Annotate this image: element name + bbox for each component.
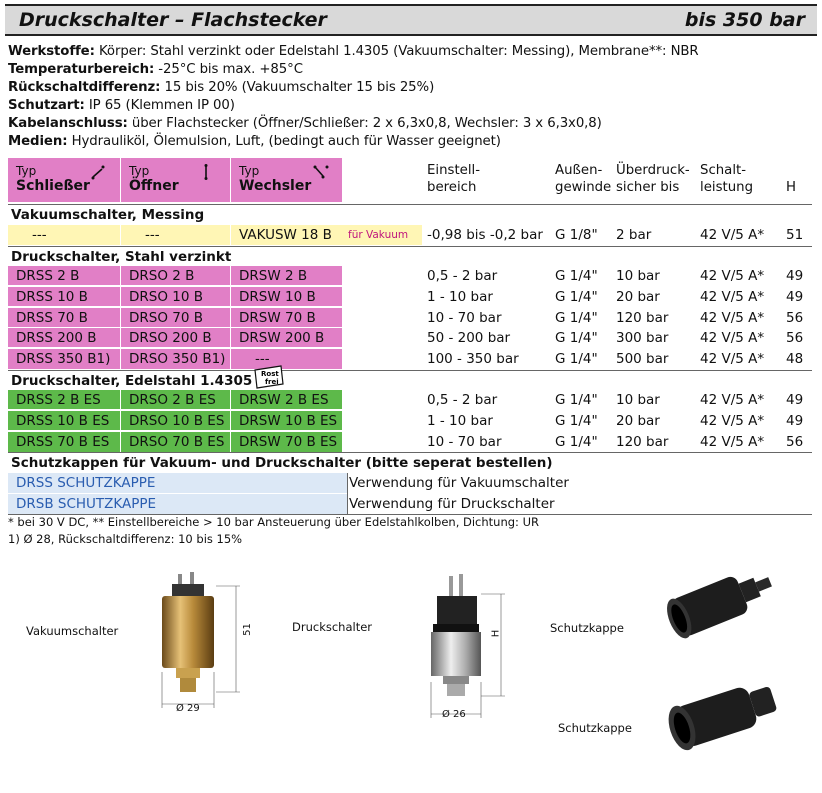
header-einstellbereich: Einstell- bereich [427,163,481,195]
table-row-h: 56 [786,433,804,450]
schutzkappe-image-1 [660,562,790,642]
table-row-oeffner: DRSO 200 B [120,328,230,348]
table-row-over: 120 bar [616,309,669,326]
table-row-power: 42 V/5 A* [700,309,765,326]
table-row-wechsler: DRSW 2 B [230,266,342,286]
vakuum-over: 2 bar [616,227,652,243]
section-vakuum: Vakuumschalter, Messing [8,204,812,224]
spec-schutzart: Schutzart: IP 65 (Klemmen IP 00) [8,98,235,113]
kappe-type-vakuum: DRSS SCHUTZKAPPE [8,473,348,493]
table-row-h: 49 [786,412,804,429]
table-row-over: 20 bar [616,288,660,305]
table-row-range: 50 - 200 bar [427,330,511,347]
header-oeffner: Typ Öffner [120,158,230,202]
vakuum-thread: G 1/8" [555,227,598,243]
vakuum-range: -0,98 bis -0,2 bar [427,227,543,243]
table-row-wechsler: --- [230,349,342,369]
table-row-power: 42 V/5 A* [700,268,765,284]
druck-dim-height: H [490,629,502,638]
table-row-schliesser: DRSS 2 B ES [8,390,120,410]
table-row-schliesser: DRSS 200 B [8,328,120,348]
header-schliesser: Typ Schließer [8,158,120,202]
caption-schutzkappe-1: Schutzkappe [550,621,624,635]
table-row-wechsler: DRSW 200 B [230,328,342,348]
table-row-oeffner: DRSO 10 B [120,287,230,307]
table-row-oeffner: DRSO 70 B ES [120,432,230,452]
table-row-h: 49 [786,268,804,284]
table-row-range: 100 - 350 bar [427,351,519,368]
table-row-power: 42 V/5 A* [700,330,765,347]
table-row-thread: G 1/4" [555,412,598,429]
vakuum-dim-diameter: Ø 29 [176,703,200,714]
table-row-power: 42 V/5 A* [700,392,765,408]
table-row-oeffner: DRSO 10 B ES [120,411,230,431]
table-row-oeffner: DRSO 70 B [120,308,230,328]
page-title: Druckschalter – Flachstecker [19,9,327,31]
rostfrei-badge-text-2: frei [265,378,279,386]
table-row-over: 500 bar [616,351,669,368]
table-row-h: 48 [786,351,804,368]
vakuum-wechsler: VAKUSW 18 B [230,225,342,245]
vakuum-dim-height: 51 [241,623,253,636]
section-stahl: Druckschalter, Stahl verzinkt [8,246,812,266]
footnote-2: 1) Ø 28, Rückschaltdifferenz: 10 bis 15% [8,532,243,546]
vakuum-h: 51 [786,227,804,243]
table-row-schliesser: DRSS 2 B [8,266,120,286]
table-row-wechsler: DRSW 70 B [230,308,342,328]
table-row-range: 10 - 70 bar [427,309,502,326]
table-row-over: 10 bar [616,392,660,408]
table-row-thread: G 1/4" [555,433,598,450]
table-row-wechsler: DRSW 10 B ES [230,411,342,431]
vakuum-schliesser: --- [8,225,120,245]
vakuum-oeffner: --- [120,225,230,245]
footnote-1: * bei 30 V DC, ** Einstellbereiche > 10 bar Ansteuerung über Edelstahlkolben, Dichtung: UR [8,515,539,529]
header-schaltleistung: Schalt- leistung [700,163,754,195]
table-row-power: 42 V/5 A* [700,412,765,429]
header-aussengewinde: Außen- gewinde [555,163,612,195]
rostfrei-badge-text-1: Rost [261,370,279,378]
table-row-oeffner: DRSO 350 B1) [120,349,230,369]
table-row-wechsler: DRSW 10 B [230,287,342,307]
spec-kabel: Kabelanschluss: über Flachstecker (Öffner/Schließer: 2 x 6,3x0,8, Wechsler: 3 x 6,3x0,8) [8,116,602,131]
table-row-thread: G 1/4" [555,330,598,347]
table-row-over: 120 bar [616,433,669,450]
table-row-thread: G 1/4" [555,309,598,326]
table-row-range: 1 - 10 bar [427,412,493,429]
spec-rueckschalt: Rückschaltdifferenz: 15 bis 20% (Vakuumschalter 15 bis 25%) [8,80,435,95]
table-row-range: 0,5 - 2 bar [427,392,498,408]
table-row-power: 42 V/5 A* [700,351,765,368]
caption-schutzkappe-2: Schutzkappe [558,721,632,735]
table-row-oeffner: DRSO 2 B ES [120,390,230,410]
table-row-h: 49 [786,392,804,408]
table-row-wechsler: DRSW 70 B ES [230,432,342,452]
table-row-thread: G 1/4" [555,288,598,305]
table-row-h: 56 [786,330,804,347]
vakuum-note: für Vakuum [342,225,422,245]
table-row-over: 20 bar [616,412,660,429]
spec-werkstoffe: Werkstoffe: Körper: Stahl verzinkt oder Edelstahl 1.4305 (Vakuumschalter: Messing), Membrane**: NBR [8,44,699,59]
table-row-over: 300 bar [616,330,669,347]
rostfrei-badge-icon [252,364,286,390]
section-edelstahl: Druckschalter, Edelstahl 1.4305 [8,370,258,390]
section-kappen: Schutzkappen für Vakuum- und Druckschalter (bitte seperat bestellen) [8,452,812,472]
druckschalter-image [415,572,515,722]
vakuumschalter-image [150,572,260,722]
table-row-thread: G 1/4" [555,392,598,408]
druck-dim-diameter: Ø 26 [442,709,466,720]
table-row-wechsler: DRSW 2 B ES [230,390,342,410]
table-row-h: 56 [786,309,804,326]
spec-temperatur: Temperaturbereich: -25°C bis max. +85°C [8,62,303,77]
kappe-use-vakuum: Verwendung für Vakuumschalter [349,475,569,491]
table-row-schliesser: DRSS 10 B [8,287,120,307]
table-row-schliesser: DRSS 10 B ES [8,411,120,431]
kappe-use-druck: Verwendung für Druckschalter [349,496,555,512]
switch-no-symbol-icon [200,163,212,181]
schutzkappe-image-2 [662,670,792,760]
table-row-thread: G 1/4" [555,351,598,368]
table-row-schliesser: DRSS 350 B1) [8,349,120,369]
caption-druckschalter: Druckschalter [292,620,373,634]
vakuum-power: 42 V/5 A* [700,227,765,243]
header-h: H [786,180,796,195]
table-row-thread: G 1/4" [555,268,598,284]
header-wechsler: Typ Wechsler [230,158,342,202]
table-row-power: 42 V/5 A* [700,288,765,305]
page-header [5,4,817,36]
switch-changeover-symbol-icon [312,164,330,180]
table-row-range: 10 - 70 bar [427,433,502,450]
caption-vakuumschalter: Vakuumschalter [26,624,119,638]
spec-medien: Medien: Hydrauliköl, Ölemulsion, Luft, (bedingt auch für Wasser geeignet) [8,134,501,149]
pressure-range-title: bis 350 bar [684,9,805,31]
table-row-range: 1 - 10 bar [427,288,493,305]
header-ueberdruck: Überdruck- sicher bis [616,163,690,195]
table-row-schliesser: DRSS 70 B [8,308,120,328]
table-row-oeffner: DRSO 2 B [120,266,230,286]
table-row-range: 0,5 - 2 bar [427,268,498,284]
switch-nc-symbol-icon [90,164,106,180]
table-row-power: 42 V/5 A* [700,433,765,450]
kappe-type-druck: DRSB SCHUTZKAPPE [8,494,348,514]
table-row-over: 10 bar [616,268,660,284]
table-row-h: 49 [786,288,804,305]
table-row-schliesser: DRSS 70 B ES [8,432,120,452]
